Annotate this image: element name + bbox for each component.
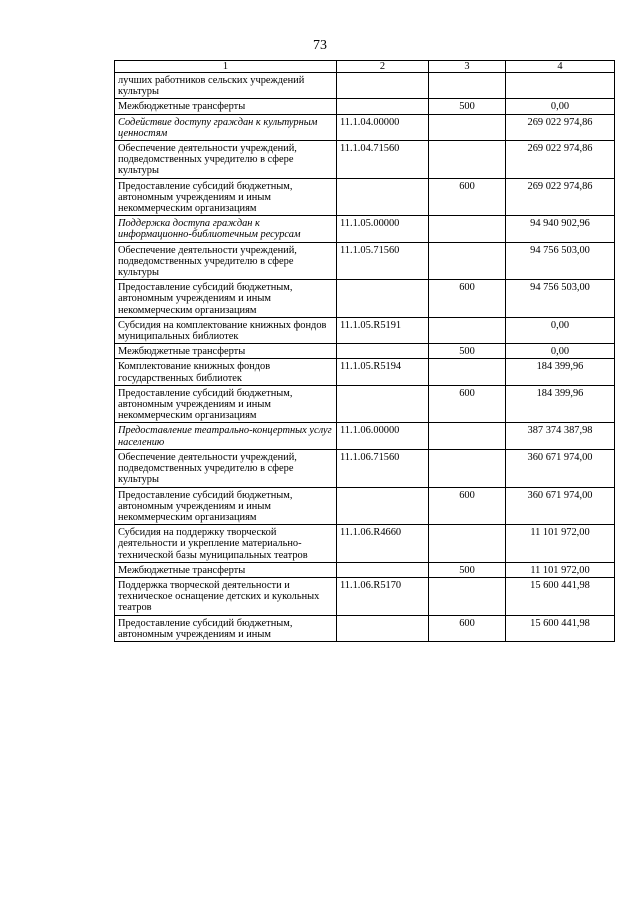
table-row (115, 562, 615, 577)
row-expense-type-cell (429, 423, 506, 449)
row-expense-type-cell: 600 (429, 280, 506, 318)
row-name-cell: Предоставление субсидий бюджетным, автономным учреждениям и иным некоммерческим организациям (115, 280, 337, 318)
row-code-cell: 11.1.05.71560 (337, 242, 429, 280)
table-row (115, 178, 615, 216)
row-code-cell: 11.1.05.00000 (337, 216, 429, 242)
table-row (115, 280, 615, 318)
row-name-cell: Межбюджетные трансферты (115, 99, 337, 114)
row-expense-type-cell: 600 (429, 178, 506, 216)
row-code-cell: 11.1.06.R4660 (337, 525, 429, 563)
row-expense-type-cell (429, 114, 506, 140)
table-row (115, 525, 615, 563)
row-name-cell: Предоставление субсидий бюджетным, автономным учреждениям и иным некоммерческим организациям (115, 385, 337, 423)
row-amount-cell: 15 600 441,98 (506, 615, 615, 641)
row-code-cell (337, 73, 429, 99)
row-expense-type-cell (429, 577, 506, 615)
table-row (115, 73, 615, 99)
row-name-cell: Предоставление субсидий бюджетным, автономным учреждениям и иным некоммерческим организациям (115, 178, 337, 216)
table-row (115, 141, 615, 179)
table-body (115, 73, 615, 642)
row-expense-type-cell (429, 359, 506, 385)
row-code-cell: 11.1.06.00000 (337, 423, 429, 449)
table-row (115, 423, 615, 449)
row-name-cell: Поддержка доступа граждан к информационно-библиотечным ресурсам (115, 216, 337, 242)
row-expense-type-cell: 600 (429, 615, 506, 641)
row-expense-type-cell (429, 242, 506, 280)
row-expense-type-cell: 500 (429, 344, 506, 359)
row-expense-type-cell: 600 (429, 487, 506, 525)
column-header: 2 (337, 61, 429, 73)
row-expense-type-cell: 500 (429, 562, 506, 577)
table-row (115, 487, 615, 525)
row-amount-cell: 269 022 974,86 (506, 141, 615, 179)
budget-table (114, 60, 615, 642)
row-name-cell: Комплектование книжных фондов государственных библиотек (115, 359, 337, 385)
row-amount-cell: 0,00 (506, 344, 615, 359)
row-code-cell: 11.1.04.00000 (337, 114, 429, 140)
header-row (115, 61, 615, 73)
row-amount-cell: 360 671 974,00 (506, 449, 615, 487)
row-amount-cell: 0,00 (506, 317, 615, 343)
table-row (115, 99, 615, 114)
row-amount-cell (506, 73, 615, 99)
row-amount-cell: 360 671 974,00 (506, 487, 615, 525)
row-code-cell (337, 385, 429, 423)
table-row (115, 577, 615, 615)
row-expense-type-cell (429, 73, 506, 99)
column-header: 1 (115, 61, 337, 73)
table-row (115, 385, 615, 423)
row-expense-type-cell (429, 525, 506, 563)
table-row (115, 449, 615, 487)
column-header: 4 (506, 61, 615, 73)
row-code-cell: 11.1.04.71560 (337, 141, 429, 179)
row-name-cell: лучших работников сельских учреждений культуры (115, 73, 337, 99)
row-name-cell: Предоставление театрально-концертных услуг населению (115, 423, 337, 449)
row-code-cell (337, 99, 429, 114)
row-name-cell: Предоставление субсидий бюджетным, автономным учреждениям и иным некоммерческим организациям (115, 487, 337, 525)
row-code-cell: 11.1.06.71560 (337, 449, 429, 487)
row-amount-cell: 269 022 974,86 (506, 114, 615, 140)
row-expense-type-cell (429, 317, 506, 343)
row-code-cell: 11.1.06.R5170 (337, 577, 429, 615)
page-number: 73 (313, 38, 327, 53)
row-amount-cell: 94 940 902,96 (506, 216, 615, 242)
row-amount-cell: 94 756 503,00 (506, 280, 615, 318)
row-name-cell: Межбюджетные трансферты (115, 562, 337, 577)
row-amount-cell: 184 399,96 (506, 385, 615, 423)
table-row (115, 615, 615, 641)
row-name-cell: Обеспечение деятельности учреждений, подведомственных учредителю в сфере культуры (115, 242, 337, 280)
row-expense-type-cell (429, 141, 506, 179)
table-row (115, 114, 615, 140)
row-code-cell (337, 562, 429, 577)
row-code-cell (337, 344, 429, 359)
row-amount-cell: 11 101 972,00 (506, 562, 615, 577)
row-code-cell: 11.1.05.R5191 (337, 317, 429, 343)
table-row (115, 359, 615, 385)
row-code-cell (337, 487, 429, 525)
table-row (115, 317, 615, 343)
row-amount-cell: 387 374 387,98 (506, 423, 615, 449)
table-row (115, 344, 615, 359)
row-name-cell: Обеспечение деятельности учреждений, подведомственных учредителю в сфере культуры (115, 141, 337, 179)
row-amount-cell: 94 756 503,00 (506, 242, 615, 280)
row-expense-type-cell: 600 (429, 385, 506, 423)
row-name-cell: Субсидия на комплектование книжных фондов муниципальных библиотек (115, 317, 337, 343)
row-expense-type-cell (429, 216, 506, 242)
table-row (115, 242, 615, 280)
table-row (115, 216, 615, 242)
row-code-cell (337, 280, 429, 318)
row-code-cell (337, 615, 429, 641)
row-amount-cell: 0,00 (506, 99, 615, 114)
row-amount-cell: 15 600 441,98 (506, 577, 615, 615)
row-name-cell: Обеспечение деятельности учреждений, подведомственных учредителю в сфере культуры (115, 449, 337, 487)
row-expense-type-cell (429, 449, 506, 487)
row-name-cell: Межбюджетные трансферты (115, 344, 337, 359)
row-code-cell: 11.1.05.R5194 (337, 359, 429, 385)
row-expense-type-cell: 500 (429, 99, 506, 114)
column-header: 3 (429, 61, 506, 73)
row-amount-cell: 184 399,96 (506, 359, 615, 385)
row-amount-cell: 269 022 974,86 (506, 178, 615, 216)
row-name-cell: Содействие доступу граждан к культурным ценностям (115, 114, 337, 140)
row-name-cell: Поддержка творческой деятельности и техническое оснащение детских и кукольных театров (115, 577, 337, 615)
row-code-cell (337, 178, 429, 216)
row-amount-cell: 11 101 972,00 (506, 525, 615, 563)
row-name-cell: Предоставление субсидий бюджетным, автономным учреждениям и иным (115, 615, 337, 641)
row-name-cell: Субсидия на поддержку творческой деятельности и укрепление материально-технической базы муниципальных театров (115, 525, 337, 563)
